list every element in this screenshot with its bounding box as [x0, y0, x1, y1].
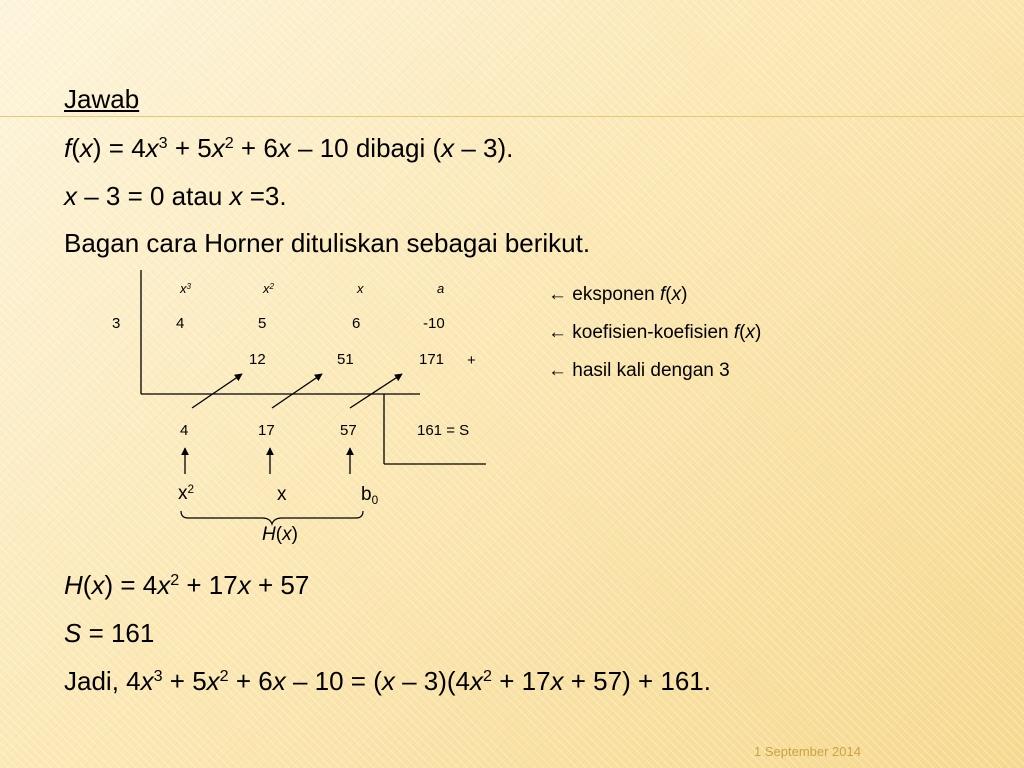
note-products: ← hasil kali dengan 3: [548, 360, 730, 381]
plus-sign: +: [467, 352, 476, 369]
header-a: a: [437, 281, 445, 296]
coefficient-cell: 5: [258, 315, 267, 332]
function-line: $f(x) = 4x^3 + 5x^2 + 6x - 10$ dibagi (x – 3).: [64, 133, 514, 163]
remainder-cell: 161 = S: [417, 422, 470, 439]
label-b0: $b_0$: [361, 484, 379, 507]
result-cell: 57: [340, 422, 357, 439]
slide-heading: Jawab: [64, 84, 140, 114]
header-x2: $x^2$: [263, 281, 274, 296]
coefficient-cell: 4: [176, 315, 185, 332]
result-cell: 17: [258, 422, 275, 439]
label-x: x: [277, 484, 287, 505]
brace-label-Hx: H(x): [262, 524, 298, 545]
note-exponent: ← eksponen f(x): [548, 284, 688, 305]
result-cell: 4: [180, 422, 189, 439]
conclusion-line: Jadi, $4x^3 + 5x^2 + 6x - 10 = (x - 3)(4x^2 + 17x + 57) + 161$.: [64, 666, 711, 696]
result-H-line: $H(x) = 4x^2 + 17x + 57$: [64, 570, 310, 600]
root-line: x – 3 = 0 atau x =3.: [64, 181, 287, 211]
product-cell: 12: [249, 351, 266, 368]
coefficient-cell: 6: [352, 315, 361, 332]
product-cell: 171: [419, 351, 445, 368]
coefficient-cell: -10: [423, 315, 445, 332]
intro-line: Bagan cara Horner dituliskan sebagai berikut.: [64, 228, 591, 258]
note-coefficients: ← koefisien-koefisien f(x): [548, 322, 762, 343]
label-x2: $x^2$: [178, 482, 195, 504]
horner-divisor: 3: [112, 315, 121, 332]
result-S-line: S = 161: [64, 618, 155, 648]
footer-date: 1 September 2014: [754, 744, 861, 759]
header-x3: $x^3$: [180, 281, 191, 296]
header-x: x: [357, 281, 364, 296]
product-cell: 51: [337, 351, 354, 368]
